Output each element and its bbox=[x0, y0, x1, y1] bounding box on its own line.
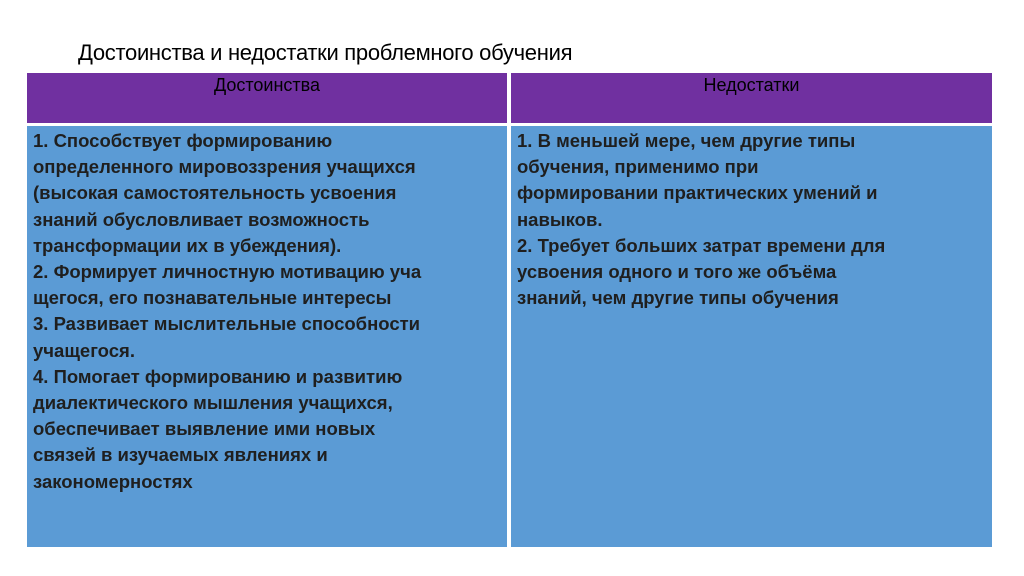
advantages-line: обеспечивает выявление ими новых bbox=[33, 418, 376, 440]
advantages-cell bbox=[27, 126, 507, 547]
advantages-line: определенного мировоззрения учащихся bbox=[33, 156, 416, 178]
disadvantages-cell bbox=[511, 126, 992, 547]
header-disadvantages: Недостатки bbox=[703, 75, 800, 95]
disadvantages-line: усвоения одного и того же объёма bbox=[517, 261, 837, 283]
advantages-line: 2. Формирует личностную мотивацию уча bbox=[33, 261, 422, 283]
disadvantages-line: 1. В меньшей мере, чем другие типы bbox=[517, 130, 856, 151]
advantages-line: знаний обусловливает возможность bbox=[33, 208, 370, 230]
advantages-line: 1. Способствует формированию bbox=[33, 130, 333, 151]
advantages-line: диалектического мышления учащихся, bbox=[33, 392, 393, 414]
comparison-table bbox=[27, 73, 992, 547]
advantages-line: учащегося. bbox=[33, 339, 135, 361]
header-advantages: Достоинства bbox=[213, 75, 321, 95]
advantages-line: закономерностях bbox=[33, 470, 193, 492]
disadvantages-line: знаний, чем другие типы обучения bbox=[517, 287, 839, 309]
advantages-line: щегося, его познавательные интересы bbox=[33, 287, 392, 309]
advantages-line: трансформации их в убеждения). bbox=[33, 234, 342, 256]
advantages-line: 3. Развивает мыслительные способности bbox=[33, 313, 421, 335]
disadvantages-line: формировании практических умений и bbox=[517, 182, 878, 204]
header-divider bbox=[507, 73, 511, 123]
advantages-line: связей в изучаемых явлениях и bbox=[33, 444, 328, 466]
advantages-line: 4. Помогает формированию и развитию bbox=[33, 365, 403, 387]
disadvantages-line: 2. Требует больших затрат времени для bbox=[517, 234, 886, 256]
disadvantages-line: обучения, применимо при bbox=[517, 156, 759, 178]
disadvantages-line: навыков. bbox=[517, 208, 603, 230]
advantages-line: (высокая самостоятельность усвоения bbox=[33, 182, 397, 204]
slide-title: Достоинства и недостатки проблемного обучения bbox=[78, 40, 573, 65]
